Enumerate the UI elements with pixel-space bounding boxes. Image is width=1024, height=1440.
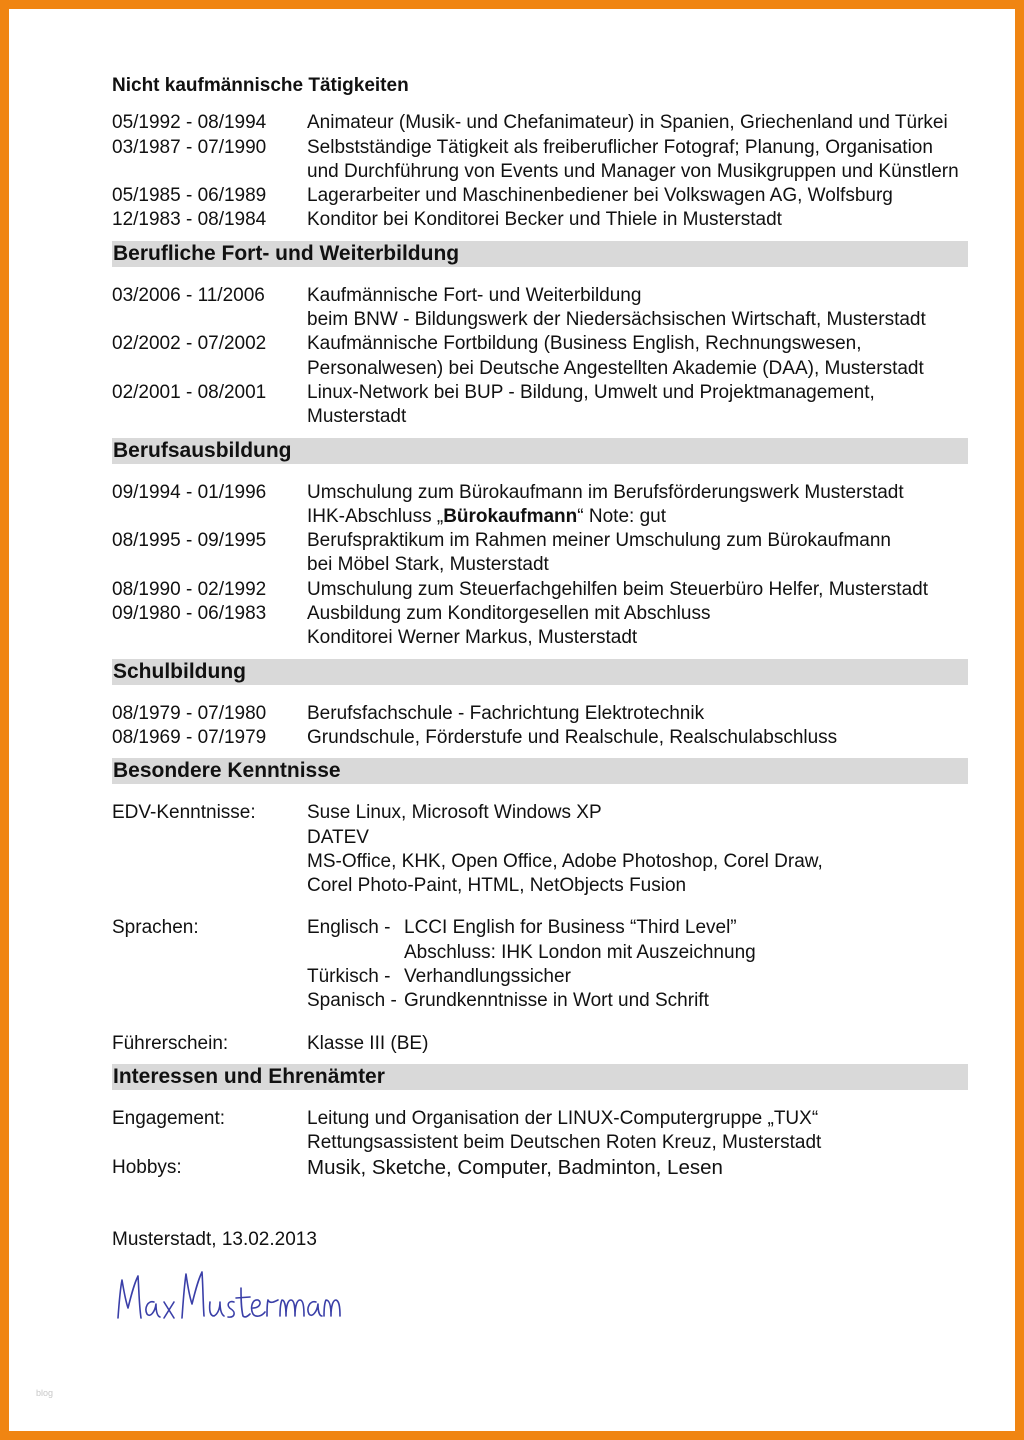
cv-page — [112, 74, 968, 1335]
entry-row — [112, 702, 968, 726]
entry-row — [112, 529, 968, 578]
entry-line: Konditorei Werner Markus, Musterstadt — [307, 627, 638, 649]
entry-line: Ausbildung zum Konditorgesellen mit Abschluss — [307, 603, 711, 625]
entry-desc — [307, 184, 968, 208]
edv-label: EDV-Kenntnisse: — [112, 802, 256, 824]
entry-line: Selbstständige Tätigkeit als freiberuflicher Fotograf; Planung, Organisation — [307, 136, 933, 158]
edv-line: DATEV — [307, 826, 369, 848]
entry-line: Kaufmännische Fort- und Weiterbildung — [307, 284, 642, 306]
entry-desc — [307, 208, 968, 232]
entry-line: Lagerarbeiter und Maschinenbediener bei Volkswagen AG, Wolfsburg — [307, 185, 893, 207]
engagement-desc — [307, 1107, 968, 1156]
section-title-nkt: Nicht kaufmännische Tätigkeiten — [112, 75, 409, 96]
hobbys-row — [112, 1156, 968, 1180]
entry-date: 02/2001 - 08/2001 — [112, 381, 267, 403]
entry-date: 09/1994 - 01/1996 — [112, 481, 267, 503]
entry-line: Grundschule, Förderstufe und Realschule, Realschulabschluss — [307, 726, 838, 748]
entry-date: 08/1979 - 07/1980 — [112, 702, 267, 724]
fuehrerschein-value: Klasse III (BE) — [307, 1032, 429, 1054]
degree-title: Bürokaufmann — [443, 505, 578, 527]
entry-desc — [307, 602, 968, 651]
sprachen-row — [112, 916, 968, 1013]
entry-line: Animateur (Musik- und Chefanimateur) in Spanien, Griechenland und Türkei — [307, 112, 948, 134]
sprachen-label: Sprachen: — [112, 917, 199, 939]
language-detail — [404, 965, 571, 989]
edv-desc — [307, 801, 968, 898]
section-title-fortbildung: Berufliche Fort- und Weiterbildung — [112, 241, 968, 267]
entry-row — [112, 136, 968, 185]
entry-row — [112, 381, 968, 430]
entry-desc — [307, 578, 968, 602]
entry-date: 08/1990 - 02/1992 — [112, 578, 267, 600]
spacer — [112, 898, 968, 916]
watermark: blog — [36, 1388, 54, 1398]
entry-line: Umschulung zum Bürokaufmann im Berufsförderungswerk Musterstadt — [307, 481, 904, 503]
language-line: Abschluss: IHK London mit Auszeichnung — [404, 941, 756, 963]
entry-line: bei Möbel Stark, Musterstadt — [307, 554, 549, 576]
hobbys-value: Musik, Sketche, Computer, Badminton, Lesen — [307, 1155, 723, 1179]
language-item — [307, 989, 968, 1013]
signature — [114, 1266, 968, 1335]
spacer — [112, 1014, 968, 1032]
entry-line: Musterstadt — [307, 406, 407, 428]
edv-line: Suse Linux, Microsoft Windows XP — [307, 802, 602, 824]
entry-row — [112, 208, 968, 232]
entry-line: Berufsfachschule - Fachrichtung Elektrotechnik — [307, 702, 705, 724]
language-item — [307, 916, 968, 965]
fuehrerschein-label: Führerschein: — [112, 1032, 229, 1054]
signature-drawing — [114, 1266, 344, 1328]
entry-row — [112, 481, 968, 530]
section-title-ausbildung: Berufsausbildung — [112, 438, 968, 464]
engagement-label: Engagement: — [112, 1107, 226, 1129]
language-name: Englisch - — [307, 917, 391, 939]
entry-desc — [307, 111, 968, 135]
language-detail — [404, 989, 709, 1013]
language-item — [307, 965, 968, 989]
fuehrerschein-row — [112, 1032, 968, 1056]
engagement-line: Rettungsassistent beim Deutschen Roten Kreuz, Musterstadt — [307, 1132, 822, 1154]
schule-list — [112, 702, 968, 751]
entry-date: 03/2006 - 11/2006 — [112, 284, 265, 306]
entry-date: 08/1969 - 07/1979 — [112, 726, 267, 748]
entry-row — [112, 184, 968, 208]
edv-row — [112, 801, 968, 898]
interessen-block — [112, 1107, 968, 1180]
engagement-row — [112, 1107, 968, 1156]
fortbildung-list — [112, 284, 968, 430]
entry-desc — [307, 726, 968, 750]
entry-desc — [307, 381, 968, 430]
entry-line: Berufspraktikum im Rahmen meiner Umschulung zum Bürokaufmann — [307, 530, 891, 552]
entry-desc — [307, 136, 968, 185]
entry-date: 02/2002 - 07/2002 — [112, 333, 267, 355]
sprachen-desc — [307, 916, 968, 1013]
entry-line: Kaufmännische Fortbildung (Business English, Rechnungswesen, — [307, 333, 862, 355]
entry-row — [112, 726, 968, 750]
entry-desc — [307, 481, 968, 530]
entry-desc — [307, 702, 968, 726]
place-date: Musterstadt, 13.02.2013 — [112, 1228, 317, 1250]
engagement-line: Leitung und Organisation der LINUX-Computergruppe „TUX“ — [307, 1107, 819, 1129]
entry-line: Linux-Network bei BUP - Bildung, Umwelt und Projektmanagement, — [307, 381, 875, 403]
entry-row — [112, 284, 968, 333]
language-detail — [404, 916, 756, 965]
entry-desc — [307, 284, 968, 333]
entry-date: 08/1995 - 09/1995 — [112, 530, 267, 552]
hobbys-label: Hobbys: — [112, 1156, 182, 1178]
section-title-kenntnisse: Besondere Kenntnisse — [112, 758, 968, 784]
entry-date: 09/1980 - 06/1983 — [112, 603, 267, 625]
entry-desc — [307, 529, 968, 578]
language-line: Verhandlungssicher — [404, 966, 571, 988]
entry-line: Umschulung zum Steuerfachgehilfen beim Steuerbüro Helfer, Musterstadt — [307, 578, 928, 600]
entry-row — [112, 332, 968, 381]
entry-row — [112, 111, 968, 135]
entry-date: 03/1987 - 07/1990 — [112, 136, 267, 158]
edv-line: MS-Office, KHK, Open Office, Adobe Photoshop, Corel Draw, — [307, 850, 823, 872]
degree-suffix: “ Note: gut — [577, 505, 666, 527]
entry-line: Konditor bei Konditorei Becker und Thiele in Musterstadt — [307, 209, 782, 231]
entry-row — [112, 578, 968, 602]
entry-line: Personalwesen) bei Deutsche Angestellten Akademie (DAA), Musterstadt — [307, 357, 924, 379]
language-line: LCCI English for Business “Third Level” — [404, 917, 737, 939]
language-line: Grundkenntnisse in Wort und Schrift — [404, 990, 709, 1012]
language-name: Türkisch - — [307, 966, 391, 988]
entry-desc — [307, 332, 968, 381]
edv-line: Corel Photo-Paint, HTML, NetObjects Fusion — [307, 875, 687, 897]
entry-row — [112, 602, 968, 651]
ausbildung-list — [112, 481, 968, 651]
language-name: Spanisch - — [307, 990, 397, 1012]
nkt-list — [112, 111, 968, 232]
entry-line — [307, 505, 968, 529]
section-title-interessen: Interessen und Ehrenämter — [112, 1064, 968, 1090]
entry-line: beim BNW - Bildungswerk der Niedersächsischen Wirtschaft, Musterstadt — [307, 309, 926, 331]
entry-date: 12/1983 - 08/1984 — [112, 209, 267, 231]
section-title-schule: Schulbildung — [112, 659, 968, 685]
entry-date: 05/1985 - 06/1989 — [112, 185, 267, 207]
degree-prefix: IHK-Abschluss „ — [307, 505, 444, 527]
entry-line: und Durchführung von Events und Manager von Musikgruppen und Künstlern — [307, 160, 959, 182]
entry-date: 05/1992 - 08/1994 — [112, 112, 267, 134]
kenntnisse-block — [112, 801, 968, 1056]
